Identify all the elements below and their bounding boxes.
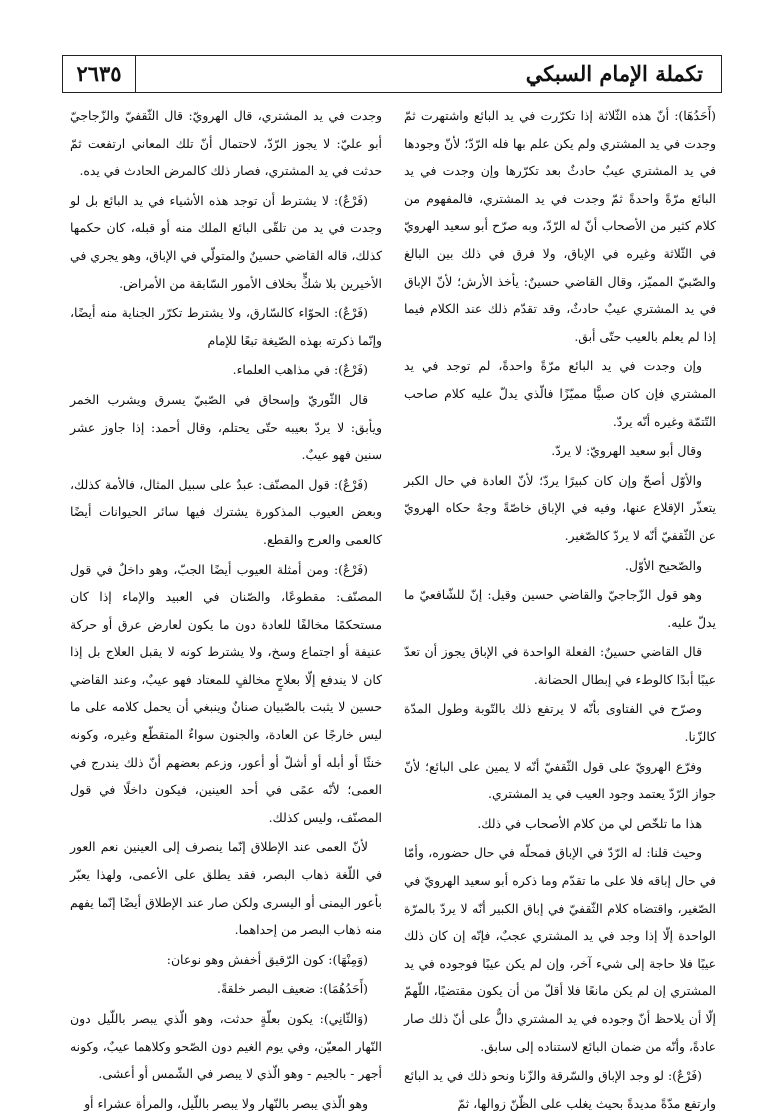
paragraph: قال الثّوريّ وإسحاق في الصّبيّ يسرق ويشرب الخمر ويأبق: لا يردّ بعيبه حتّى يحتلم، وقال أحمد: إذا جاوز عشر سنين فهو عيبٌ.: [70, 391, 382, 463]
paragraph: (فَرْعٌ): ومن أمثلة العيوب أيضًا الجبّ، وهو داخلٌ في قول المصنّف: مقطوعًا، والصّنان في العبيد والإماء إذا كان مستحكمًا مخالفًا للعادة دون ما يكون لعارض عرق أو حركة عنيفة أو اجتماع وسخ، ولا يشترط كونه لا يقبل العلاج بل إذا كان لا يندفع إلّا بعلاجٍ مخالفٍ للمعتاد فهو عيبٌ، وعند القاضي حسين لا يثبت بالصّبيان صنانٌ وينبغي أن يحمل كلامه على ما ليس خارجًا عن العادة، والجنون سواءٌ المتقطّع وغيره، وكونه خنثًا أو أبله أو أشلّ أو أعور، وزعم بعضهم أنّ ذلك يندرج في العمى؛ لأنّه عمًى في أحد العينين، فيكون داخلًا في قول المصنّف، وليس كذلك.: [70, 561, 382, 825]
paragraph: (فَرْعٌ): في مذاهب العلماء.: [232, 362, 368, 378]
paragraph: وقال أبو سعيد الهرويّ: لا يردّ.: [551, 443, 702, 459]
page-number: ٢٦٣٥: [76, 61, 122, 86]
paragraph: (وَمِنْهَا): كون الرّقيق أخفش وهو نوعان:: [166, 951, 368, 967]
paragraph: (فَرْعٌ): الحوّاء كالسّارق، ولا يشترط تكرّر الجناية منه أيضًا، وإنّما ذكرته بهذه الصّيغة تبعًا للإمام: [70, 305, 382, 348]
paragraph: (أَحَدُهَا): أنّ هذه الثّلاثة إذا تكرّرت في يد البائع واشتهرت ثمّ وجدت في يد المشتري ولم يكن علم بها فله الرّدّ؛ لأنّ وجودها في يد المشتري عيبٌ حادثٌ بعد تكرّرها وإن وجدت في يد البائع مرّةً واحدةً ثمّ وجدت في يد المشتري، فالمفهوم من كلام كثير من الأصحاب أنّ له الرّدّ، وبه صرّح أبو سعيد الهرويّ في الثّلاثة وغيره في الإباق، ولا فرق في ذلك بين البالغ والصّبيّ المميّز، وقال القاضي حسينٌ: يأخذ الأرش؛ لأنّ الإباق في يد المشتري عيبٌ حادثٌ، وقد تقدّم ذلك عند الكلام فيما إذا لم يعلم بالعيب حتّى أبق.: [404, 108, 716, 344]
page-header: [62, 55, 722, 93]
paragraph: لأنّ العمى عند الإطلاق إنّما ينصرف إلى العينين نعم العور في اللّغة ذهاب البصر، فقد يطلق على الأعمى، ولهذا يعبّر بأعور اليمنى أو اليسرى ولكن صار عند الإطلاق أيضًا إنّما يفهم منه ذهاب البصر من إحداهما.: [70, 839, 382, 938]
paragraph: والأوّل أصحّ وإن كان كبيرًا يردّ؛ لأنّ العادة في حال الكبر يتعذّر الإقلاع عنها، وفيه في الإباق خاصّةً وجهٌ حكاه الهرويّ عن الثّقفيّ أنّه لا يردّ كالصّغير.: [404, 472, 716, 543]
paragraph: هذا ما تلخّص لي من كلام الأصحاب في ذلك.: [477, 815, 702, 831]
right-column: [404, 102, 716, 1111]
paragraph: وصرّح في الفتاوى بأنّه لا يرتفع ذلك بالتّوبة وطول المدّة كالزّنا.: [404, 701, 716, 745]
paragraph: والصّحيح الأوّل.: [624, 557, 702, 573]
book-title: تكملة الإمام السبكي: [525, 61, 703, 86]
paragraph: وفرّع الهرويّ على قول الثّقفيّ أنّه لا يمين على البائع؛ لأنّ جواز الرّدّ يعتمد وجود العيب في يد المشتري.: [404, 758, 716, 802]
paragraph: قال القاضي حسينٌ: الفعلة الواحدة في الإباق يجوز أن تعدّ عيبًا أبدًا كالوطء في إبطال الحضانة.: [404, 644, 716, 687]
left-column: [70, 102, 382, 1111]
paragraph: (أَحَدُهُمَا): ضعيف البصر خلقةً.: [217, 981, 368, 997]
paragraph: وهو الّذي يبصر بالنّهار ولا يبصر باللّيل، والمرأة عشراء أو: [84, 1095, 368, 1111]
paragraph: (فَرْعٌ): قول المصنّف: عبدٌ على سبيل المثال، فالأمة كذلك، وبعض العيوب المذكورة يشترك فيها سائر الحيوانات أيضًا كالعمى والعرج والقطع.: [70, 476, 382, 547]
paragraph: وهو قول الزّجاجيّ والقاضي حسين وقيل: إنّ للشّافعيّ ما يدلّ عليه.: [404, 587, 716, 630]
paragraph: (فَرْعٌ): لو وجد الإباق والسّرقة والزّنا ونحو ذلك في يد البائع وارتفع مدّةً مديدةً بحيث يغلب على الظّنّ زوالها، ثمّ: [404, 1068, 716, 1111]
paragraph: (وَالثّانِي): يكون بعلّةٍ حدثت، وهو الّذي يبصر باللّيل دون النّهار المعيّن، وفي يوم الغيم دون الصّحو وكلاهما عيبٌ، وكونه أجهر - بالجيم - وهو الّذي لا يبصر في الشّمس أو أعشى.: [70, 1011, 382, 1082]
paragraph: وجدت في يد المشتري، قال الهرويّ: قال الثّقفيّ والزّجاجيّ أبو عليّ: لا يجوز الرّدّ، لاحتمال أنّ تلك المعاني ارتفعت ثمّ حدثت في يد المشتري، فصار ذلك كالمرض الحادث في يده.: [70, 108, 382, 179]
paragraph: وحيث قلنا: له الرّدّ في الإباق فمحلّه في حال حضوره، وأمّا في حال إباقه فلا على ما تقدّم وما ذكره أبو سعيد الهرويّ في الصّغير، واقتضاه كلام الثّقفيّ في إباق الكبير أنّه لا يردّ بالمرّة الواحدة إلّا إذا وجد في يد المشتري عجبٌ، فإنّه إن كان ذلك عيبًا فلا حاجة إلى شيء آخر، وإن لم يكن عيبًا فوجوده في يد المشتري إن لم يكن مانعًا فلا أقلّ من أن يكون مقتضيًا، اللّهمّ إلّا أن يلاحظ أنّ وجوده في يد المشتري دالٌّ على أنّ ذلك صار عادةً، وأنّه من ضمان البائع لاستناده إلى سابق.: [404, 845, 716, 1054]
header-divider: [135, 56, 136, 92]
paragraph: وإن وجدت في يد البائع مرّةً واحدةً، لم توجد في يد المشتري فإن كان صبيًّا مميّزًا فالّذي يدلّ عليه كلام صاحب التّتمّة وغيره أنّه يردّ.: [404, 358, 716, 429]
paragraph: (فَرْعٌ): لا يشترط أن توجد هذه الأشياء في يد البائع بل لو وجدت في يد من تلقّى البائع الملك منه أو قبله، كان حكمها كذلك، قاله القاضي حسينٌ والمتولّي في الإباق، وهو يجري في الأخيرين بلا شكٍّ بخلاف الأمور السّابقة من الأمراض.: [70, 192, 382, 291]
